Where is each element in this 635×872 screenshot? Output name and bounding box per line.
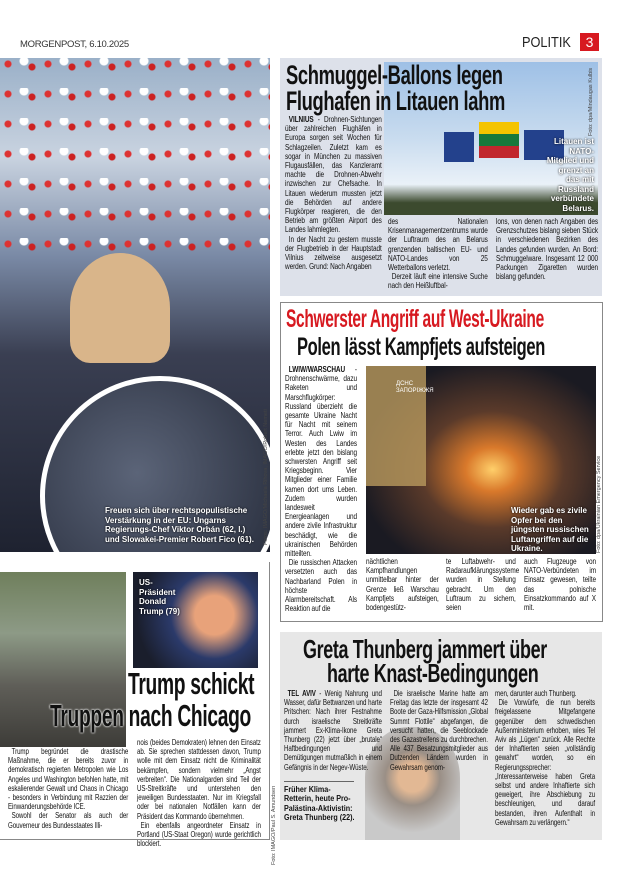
greta-article xyxy=(280,632,602,840)
body-text: Die russischen Attacken versetzten auch das Nachbarland Polen in höchste Alarmbereitschaft. Als Reaktion auf die xyxy=(285,557,357,614)
body-text: - Wenig Nahrung und Wasser, dafür Bettwanzen und harte Pritschen: Nach ihrer Festnahme durch israelische Streitkräfte jammert Ex-Klima-Ikone Greta Thunberg (22) jetzt über „brutale“ Haftbedingungen und Demütigungen mutmaßlich in einem Gefängnis in der Negev-Wüste. xyxy=(284,688,382,772)
lithuania-article xyxy=(280,58,602,296)
dateline: VILNIUS xyxy=(288,114,314,124)
ukraine-col-2 xyxy=(366,557,439,612)
dateline: LWIW/WARSCHAU xyxy=(288,364,346,374)
person-figure xyxy=(70,253,170,363)
trump-headline-2: Truppen nach Chicago xyxy=(50,698,251,733)
body-text: des Nationalen Krisenmanagementzentrums wurde der Luftraum des an Belarus grenzenden baltischen EU- und NATO-Landes von 25 Wetterballons verletzt. xyxy=(388,216,488,273)
ukraine-col-1 xyxy=(285,365,357,613)
lithuania-headline-1: Schmuggel-Ballons legen xyxy=(286,60,503,90)
body-text: auch Flugzeuge von NATO-Verbündeten im Einsatz gewesen, teilte das polnische Einsatzkommando auf X mit. xyxy=(524,556,596,613)
ukraine-col-3 xyxy=(446,556,520,613)
paper-date: MORGENPOST, 6.10.2025 xyxy=(20,39,129,50)
body-text: men, darunter auch Thunberg. xyxy=(495,688,577,698)
trump-col-1 xyxy=(8,747,128,830)
lead-photo-credit: Fotos: IMAGO/Michaela Rihova, IMAGO/Robert Nemeti xyxy=(263,409,269,545)
body-text: nois (beides Demokraten) lehnen den Einsatz ab. Sie sprechen stattdessen davon, Trump wolle mit dem Einsatz nicht die Kriminalität bekämpfen, sondern vielmehr „Angst verbreiten“. Die Nationalgarden sind Teil der US-Streitkräfte und unterstehen den jeweiligen Bundesstaaten. Nur im Kriegsfall oder bei nationalen Notfällen kann der Präsident das Kommando übernehmen. xyxy=(137,737,261,821)
body-text: Die israelische Marine hatte am Freitag das letzte der insgesamt 42 Boote der Gaza-Hilfsmission „Global Summt Flottile“ abgefangen, die versucht hatten, die Seeblockade des Gazastreifens zu durchbrechen. Alle 437 Besatzungsmitglieder aus Dutzenden Ländern wurden in Gewahrsam genom- xyxy=(390,688,488,772)
lithuania-photo-credit: Foto: dpa/Mindaugas Kulbis xyxy=(588,67,594,136)
trump-portrait xyxy=(133,572,258,668)
body-text: Die Vorwürfe, die nun bereits freigelassene Mitgefangene gegenüber dem schwedischen Außenministerium erhoben, wies Tel Aviv als „Lügen“ zurück. Alle Rechte der Inhaftierten seien „vollständig gewahrt“ worden, so ein Regierungssprecher: „Interessanterweise haben Greta selbst und andere Inhaftierte sich geweigert, ihre Abschiebung zu beschleunigen, und darauf bestanden, ihren Aufenthalt in Gewahrsam zu verlängern.“ xyxy=(495,697,596,827)
lead-photo xyxy=(0,58,270,552)
greta-headline-1: Greta Thunberg jammert über xyxy=(303,634,547,664)
trump-portrait-caption: US-Präsident Donald Trump (79) xyxy=(139,578,180,616)
trump-article xyxy=(0,562,270,849)
ukraine-headline-black: Polen lässt Kampfjets aufsteigen xyxy=(297,333,546,361)
lithuania-flag xyxy=(479,122,519,158)
body-text: Derzeit läuft eine intensive Suche nach den Heißluftbal- xyxy=(388,271,488,291)
ukraine-photo-credit: Foto: dpa/Ukrainian Emergency Service xyxy=(596,455,602,553)
body-text: Sowohl der Senator als auch der Gouverneur des Bundesstaates Illi- xyxy=(8,810,129,830)
trump-headline-1: Trump schickt xyxy=(128,666,255,701)
emergency-service-logo: ДСНС ЗАПОРІЖЖЯ xyxy=(396,381,434,394)
ukraine-col-4 xyxy=(524,557,596,612)
greta-photo-caption: Früher Klima-Retterin, heute Pro-Palästina-Aktivistin: Greta Thunberg (22). xyxy=(284,785,355,822)
body-text: - Drohnenschwärme, dazu Raketen und Marschflugkörper: Russland überzieht die gesamte Ukraine Nacht für Nacht mit seinem Terror. Auch Lwiw im Westen des Landes erlebte jetzt den bislang schwersten Angriff seit Kriegsbeginn. Vier Mitglieder einer Familie kamen dort ums Leben. Zudem wurden landesweit Energieanlagen und andere zivile Infrastruktur beschädigt, wie die ukrainischen Behörden mitteilten. xyxy=(285,364,357,559)
body-text: - Drohnen-Sichtungen über zahlreichen Flughäfen in Europa sorgen seit Wochen für Schlagzeilen. Zuletzt kam es sogar in München zu massiven Flugausfällen, das Kanzleramt machte die Drohnen-Abwehr inzwischen zur Chefsache. In Litauen wiederum mussten jetzt die Behörden auf andere Flugkörper reagieren, die den Betrieb am größten Airport des Landes lahmlegten. xyxy=(285,114,382,235)
caption-divider xyxy=(284,781,354,782)
nato-flag xyxy=(444,132,474,162)
body-text: te Luftabwehr- und Radaraufklärungssysteme wurden in Stellung gebracht. Um den Luftraum zu sichern, seien xyxy=(446,556,520,613)
lithuania-headline-2: Flughafen in Litauen lahm xyxy=(286,86,505,116)
lithuania-photo-caption: Litauen ist NATO-Mitglied und grenzt an das mit Russland verbündete Belarus. xyxy=(546,137,594,213)
confetti-decor xyxy=(0,58,270,258)
body-text: nächtlichen Kampfhandlungen unmittelbar hinter der Grenze ließ Warschau Kampfjets aufsteigen, bodengestütz- xyxy=(366,556,439,613)
greta-col-3 xyxy=(495,689,595,827)
body-text: Trump begründet die drastische Maßnahme, die er bereits zuvor in demokratisch regierten Metropolen wie Los Angeles und Washington befohlen hatte, mit eskalierender Gewalt und Chaos in Chicago - besonders in Verbindung mit Razzien der Einwanderungsbehörde ICE. xyxy=(8,746,129,812)
lithuania-col-3 xyxy=(496,217,598,281)
greta-headline-2: harte Knast-Bedingungen xyxy=(327,658,539,688)
page-number: 3 xyxy=(580,33,599,51)
section-label: POLITIK xyxy=(522,34,571,51)
dateline: TEL AVIV xyxy=(287,688,316,698)
lithuania-col-2 xyxy=(388,217,488,291)
greta-col-2 xyxy=(390,689,488,772)
ukraine-article xyxy=(280,302,603,622)
greta-photo-credit: Foto: IMAGO/Paul S. Amundsen xyxy=(271,785,277,865)
ukraine-photo xyxy=(366,366,596,554)
body-text: In der Nacht zu gestern musste der Flugbetrieb in der Hauptstadt Vilnius zeitweise ausgesetzt werden. Grund: Nach Angaben xyxy=(285,233,382,272)
lithuania-col-1 xyxy=(285,115,382,271)
body-text: lons, von denen nach Angaben des Grenzschutzes bislang sieben Stück in verschiedenen Bezirken des Landes gefunden wurden. An Bord: Schmuggelware. Insgesamt 12 000 Packungen Zigaretten wurden bislang gefunden. xyxy=(496,216,598,282)
lead-photo-caption: Freuen sich über rechtspopulistische Verstärkung in der EU: Ungarns Regierungs-Chef Viktor Orbán (62, l.) und Slowakei-Premier Robert Fico (61). xyxy=(105,506,254,544)
ukraine-photo-caption: Wieder gab es zivile Opfer bei den jüngsten russischen Luftangriffen auf die Ukraine. xyxy=(511,506,589,553)
ukraine-headline-red: Schwerster Angriff auf West-Ukraine xyxy=(286,305,544,333)
trump-col-2 xyxy=(137,738,261,848)
body-text: Ein ebenfalls angeordneter Einsatz in Portland (US-Staat Oregon) wurde gerichtlich blockiert. xyxy=(137,819,261,849)
greta-col-1 xyxy=(284,689,382,772)
